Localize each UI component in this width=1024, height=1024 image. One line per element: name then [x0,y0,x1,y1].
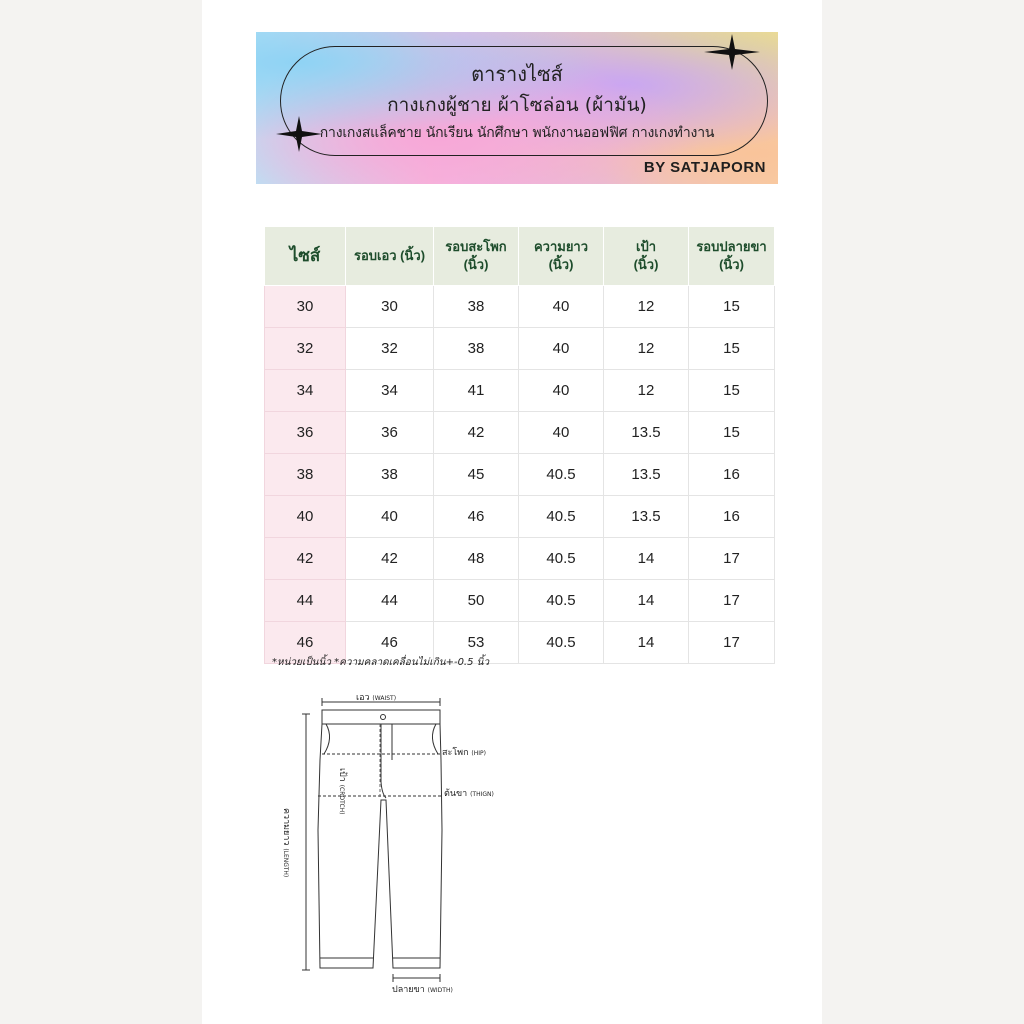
table-cell: 44 [346,580,434,622]
unit-note: *หน่วยเป็นนิ้ว *ความคลาดเคลื่อนไม่เกิน+-0.5 นิ้ว [272,657,490,668]
brand-label: BY SATJAPORN [643,159,766,176]
table-cell: 40.5 [519,496,604,538]
table-cell: 32 [346,328,434,370]
size-cell: 34 [265,370,346,412]
column-header: รอบปลายขา (นิ้ว) [689,227,775,286]
table-cell: 17 [689,580,775,622]
size-cell: 40 [265,496,346,538]
table-cell: 46 [434,496,519,538]
table-cell: 45 [434,454,519,496]
table-row [265,328,775,370]
column-header: ไซส์ [265,227,346,286]
table-cell: 14 [604,580,689,622]
table-header-row [265,227,775,286]
size-table [264,226,775,664]
table-cell: 12 [604,286,689,328]
banner-tags: กางเกงสแล็คชาย นักเรียน นักศึกษา พนักงานออฟฟิศ กางเกงทำงาน [319,125,715,141]
crotch-label: เป้า (CROTCH) [337,768,347,815]
table-cell: 42 [346,538,434,580]
size-cell: 46 [265,622,346,664]
size-cell: 32 [265,328,346,370]
banner-subtitle: กางเกงผู้ชาย ผ้าโซล่อน (ผ้ามัน) [387,94,647,116]
table-cell: 15 [689,328,775,370]
table-row [265,370,775,412]
size-cell: 30 [265,286,346,328]
table-cell: 40 [346,496,434,538]
table-cell: 40.5 [519,454,604,496]
size-cell: 42 [265,538,346,580]
table-cell: 40.5 [519,622,604,664]
thigh-label: ต้นขา (THIGN) [444,789,494,799]
table-cell: 12 [604,328,689,370]
table-cell: 13.5 [604,496,689,538]
table-cell: 30 [346,286,434,328]
table-row [265,412,775,454]
table-cell: 14 [604,538,689,580]
table-row [265,286,775,328]
table-row [265,580,775,622]
table-cell: 40 [519,412,604,454]
table-cell: 48 [434,538,519,580]
table-cell: 40.5 [519,580,604,622]
column-header: รอบสะโพก (นิ้ว) [434,227,519,286]
table-row [265,454,775,496]
size-cell: 38 [265,454,346,496]
table-cell: 16 [689,454,775,496]
column-header: เป้า (นิ้ว) [604,227,689,286]
table-cell: 40 [519,370,604,412]
table-cell: 38 [346,454,434,496]
table-cell: 41 [434,370,519,412]
table-cell: 15 [689,286,775,328]
waist-label: เอว (WAIST) [356,693,397,703]
length-label: ความยาว (LENGTH) [281,808,291,878]
table-cell: 53 [434,622,519,664]
table-cell: 40.5 [519,538,604,580]
table-cell: 38 [434,286,519,328]
size-cell: 44 [265,580,346,622]
table-cell: 40 [519,286,604,328]
table-cell: 38 [434,328,519,370]
banner-title: ตารางไซส์ [471,62,563,86]
table-cell: 13.5 [604,412,689,454]
size-chart-banner [256,32,778,184]
table-cell: 17 [689,538,775,580]
column-header: ความยาว (นิ้ว) [519,227,604,286]
table-cell: 15 [689,370,775,412]
table-row [265,538,775,580]
table-cell: 42 [434,412,519,454]
table-cell: 15 [689,412,775,454]
table-cell: 40 [519,328,604,370]
pants-measurement-diagram [256,690,536,998]
table-cell: 34 [346,370,434,412]
table-cell: 16 [689,496,775,538]
table-cell: 12 [604,370,689,412]
table-cell: 36 [346,412,434,454]
table-cell: 13.5 [604,454,689,496]
table-cell: 14 [604,622,689,664]
hip-label: สะโพก (HIP) [442,748,487,758]
column-header: รอบเอว (นิ้ว) [346,227,434,286]
table-cell: 17 [689,622,775,664]
width-label: ปลายขา (WIDTH) [392,985,453,995]
pants-illustration [256,690,536,998]
table-row [265,496,775,538]
table-cell: 46 [346,622,434,664]
table-cell: 50 [434,580,519,622]
size-cell: 36 [265,412,346,454]
